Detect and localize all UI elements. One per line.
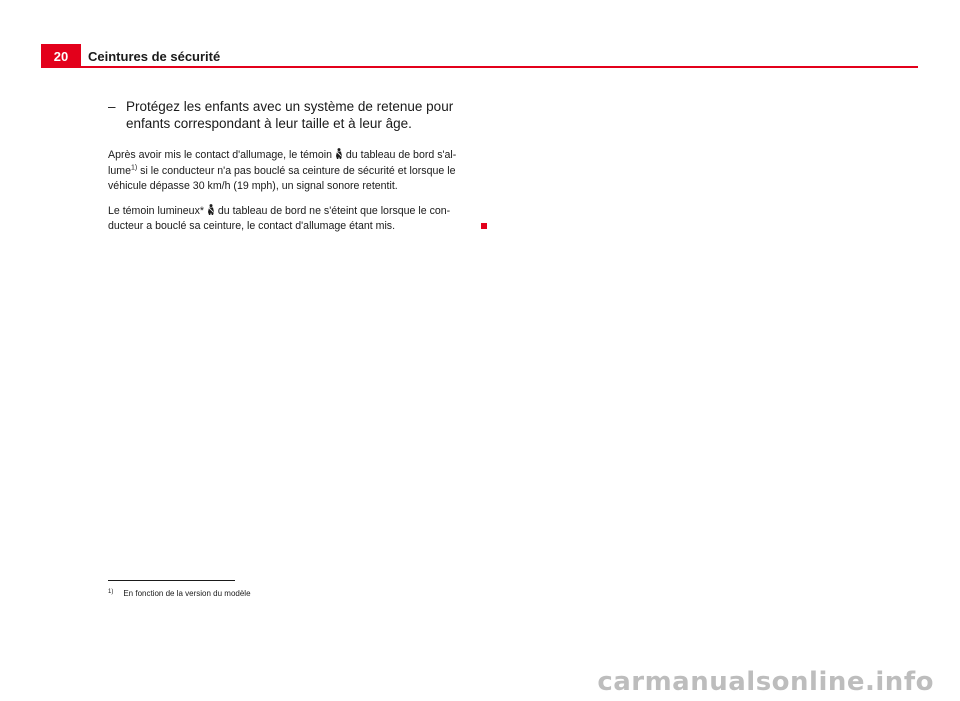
paragraph-2	[108, 204, 478, 235]
para1-text-b: du tableau de bord s'al-lume	[108, 149, 457, 177]
footnote-divider	[108, 580, 235, 581]
section-end-marker	[481, 223, 487, 229]
paragraph-1	[108, 148, 478, 195]
bullet-dash: –	[108, 99, 116, 114]
page-header	[41, 44, 918, 68]
watermark: carmanualsonline.info	[597, 667, 934, 697]
chapter-title: Ceintures de sécurité	[88, 49, 221, 64]
footnote-text: En fonction de la version du modèle	[123, 589, 251, 598]
para2-text-a: Le témoin lumineux*	[108, 204, 207, 217]
seatbelt-warning-icon	[335, 148, 343, 159]
para1-text-a: Après avoir mis le contact d'allumage, le témoin	[108, 149, 335, 161]
header-rule	[41, 66, 918, 68]
para2-text-b: du tableau de bord ne s'éteint que lorsque le con-ducteur a bouclé sa ceinture, le contact d'allumage étant mis.	[108, 204, 451, 232]
bullet-text: Protégez les enfants avec un système de retenue pour enfants correspondant à leur taille et à leur âge.	[126, 99, 454, 131]
main-content	[108, 98, 478, 244]
para1-text-c: si le conducteur n'a pas bouclé sa ceinture de sécurité et lorsque le véhicule dépasse 30 km/h (19 mph), un signal sonore retentit.	[108, 164, 456, 192]
page-number: 20	[41, 44, 81, 68]
bullet-item	[108, 98, 478, 132]
seatbelt-warning-icon	[207, 204, 215, 215]
footnote	[108, 589, 251, 598]
footnote-reference[interactable]: 1)	[130, 163, 138, 171]
footnote-mark: 1)	[108, 589, 114, 595]
